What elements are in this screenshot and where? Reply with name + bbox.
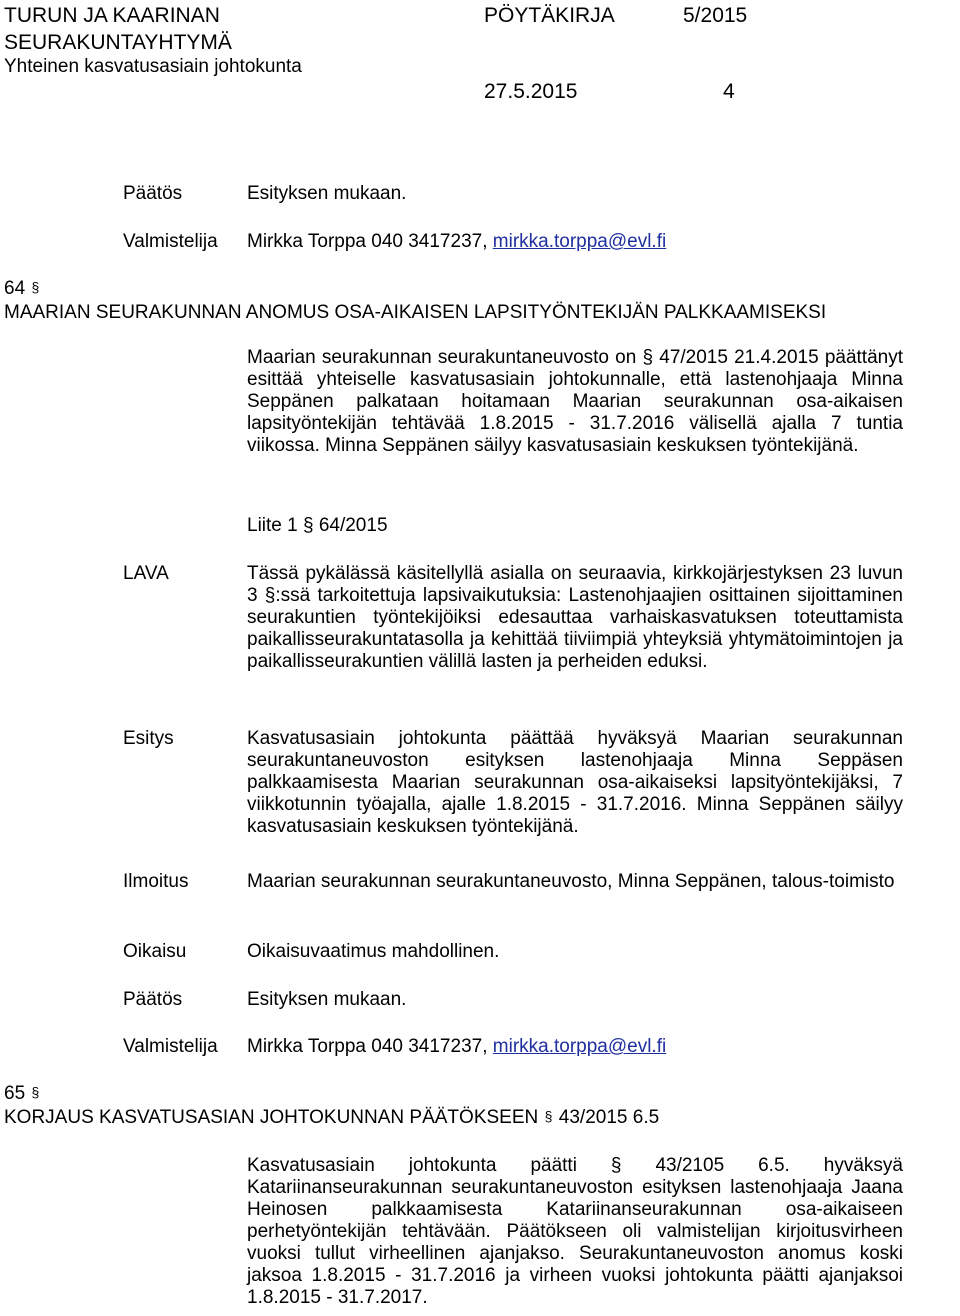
section-64-intro: Maarian seurakunnan seurakuntaneuvosto on § 47/2015 21.4.2015 päättänyt esittää yhteiselle kasvatusasiain johtokunnalle, että lastenohjaaja Minna Seppänen palkataan hoitamaan Maarian seurakunnan osa-aikaisen lapsityöntekijän tehtävää 1.8.2015 - 31.7.2016 välisellä ajalla 7 tuntia viikossa. Minna Seppänen säilyy kasvatusasiain keskuksen työntekijänä.: [247, 347, 903, 456]
decision-text: Esityksen mukaan.: [247, 989, 407, 1010]
preparer-contact: [247, 231, 666, 253]
preparer-label: Valmistelija: [123, 231, 218, 252]
preparer-contact: [247, 1036, 666, 1058]
page-number: 4: [723, 80, 735, 103]
document-number: 5/2015: [683, 4, 748, 27]
section-sign-icon: §: [31, 1084, 40, 1100]
section-65-body: Kasvatusasiain johtokunta päätti § 43/2105 6.5. hyväksyä Katariinanseurakunnan seurakuntaneuvoston esityksen lastenohjaaja Jaana Heinosen palkkaamisesta Katariinanseurakunnan osa-aikaiseen perhetyöntekijän tehtävään. Päätökseen oli valmistelijan kirjoitusvirheen vuoksi tullut virheellinen ajanjakso. Seurakuntaneuvoston anomus koski jaksoa 1.8.2015 - 31.7.2016 ja virheen vuoksi johtokunta päätti ajanjaksoi 1.8.2015 - 31.7.2017.: [247, 1155, 903, 1308]
oikaisu-text: Oikaisuvaatimus mahdollinen.: [247, 941, 500, 962]
section-number: 65: [4, 1083, 26, 1104]
decision-label: Päätös: [123, 183, 183, 204]
oikaisu-label: Oikaisu: [123, 941, 187, 962]
lava-text: Tässä pykälässä käsitellyllä asialla on seuraavia, kirkkojärjestyksen 23 luvun 3 §:ssä tarkoitettuja lapsivaikutuksia: Lastenohjaajien osittainen sijoittaminen seurakuntien työntekijöiksi edesauttaa varhaiskasvatuksen toteuttamista paikallisseurakuntatasolla ja kehittää tiiviimpiä yhteyksiä yhtymätoimintojen ja paikallisseurakuntien välillä lasten ja perheiden eduksi.: [247, 563, 903, 672]
attachment-reference: Liite 1 § 64/2015: [247, 515, 388, 536]
esitys-text: Kasvatusasiain johtokunta päättää hyväksyä Maarian seurakunnan seurakuntaneuvoston esityksen lastenohjaaja Minna Seppäsen palkkaamisesta Maarian seurakunnan osa-aikaiseksi lapsityöntekijäksi, 7 viikkotunnin työajalla, ajalle 1.8.2015 - 31.7.2016. Minna Seppänen säilyy kasvatusasiain keskuksen työntekijänä.: [247, 728, 903, 837]
preparer-label: Valmistelija: [123, 1036, 218, 1057]
section-65-title: [4, 1107, 659, 1129]
decision-text: Esityksen mukaan.: [247, 183, 407, 204]
section-sign-icon: §: [31, 279, 40, 295]
section-64-title: MAARIAN SEURAKUNNAN ANOMUS OSA-AIKAISEN LAPSITYÖNTEKIJÄN PALKKAAMISEKSI: [4, 302, 827, 323]
section-65-title-main: KORJAUS KASVATUSASIAN JOHTOKUNNAN PÄÄTÖKSEEN: [4, 1107, 539, 1128]
section-number: 64: [4, 278, 26, 299]
section-64-heading: [4, 278, 40, 300]
preparer-name-phone: Mirkka Torppa 040 3417237,: [247, 231, 488, 252]
preparer-name-phone: Mirkka Torppa 040 3417237,: [247, 1036, 488, 1057]
decision-label: Päätös: [123, 989, 183, 1010]
ilmoitus-label: Ilmoitus: [123, 871, 189, 892]
esitys-label: Esitys: [123, 728, 174, 749]
lava-label: LAVA: [123, 563, 169, 584]
preparer-email-link[interactable]: mirkka.torppa@evl.fi: [492, 1036, 667, 1057]
section-65-heading: [4, 1083, 40, 1105]
meeting-date: 27.5.2015: [484, 80, 578, 103]
preparer-email-link[interactable]: mirkka.torppa@evl.fi: [492, 231, 667, 252]
org-name-line1: TURUN JA KAARINAN: [4, 4, 220, 27]
org-name-line2: SEURAKUNTAYHTYMÄ: [4, 31, 232, 54]
ilmoitus-text: Maarian seurakunnan seurakuntaneuvosto, Minna Seppänen, talous-toimisto: [247, 871, 895, 892]
document-type: PÖYTÄKIRJA: [484, 4, 615, 27]
committee-name: Yhteinen kasvatusasiain johtokunta: [4, 56, 302, 77]
section-sign-icon: §: [544, 1108, 553, 1124]
section-65-title-ref: 43/2015 6.5: [558, 1107, 660, 1128]
